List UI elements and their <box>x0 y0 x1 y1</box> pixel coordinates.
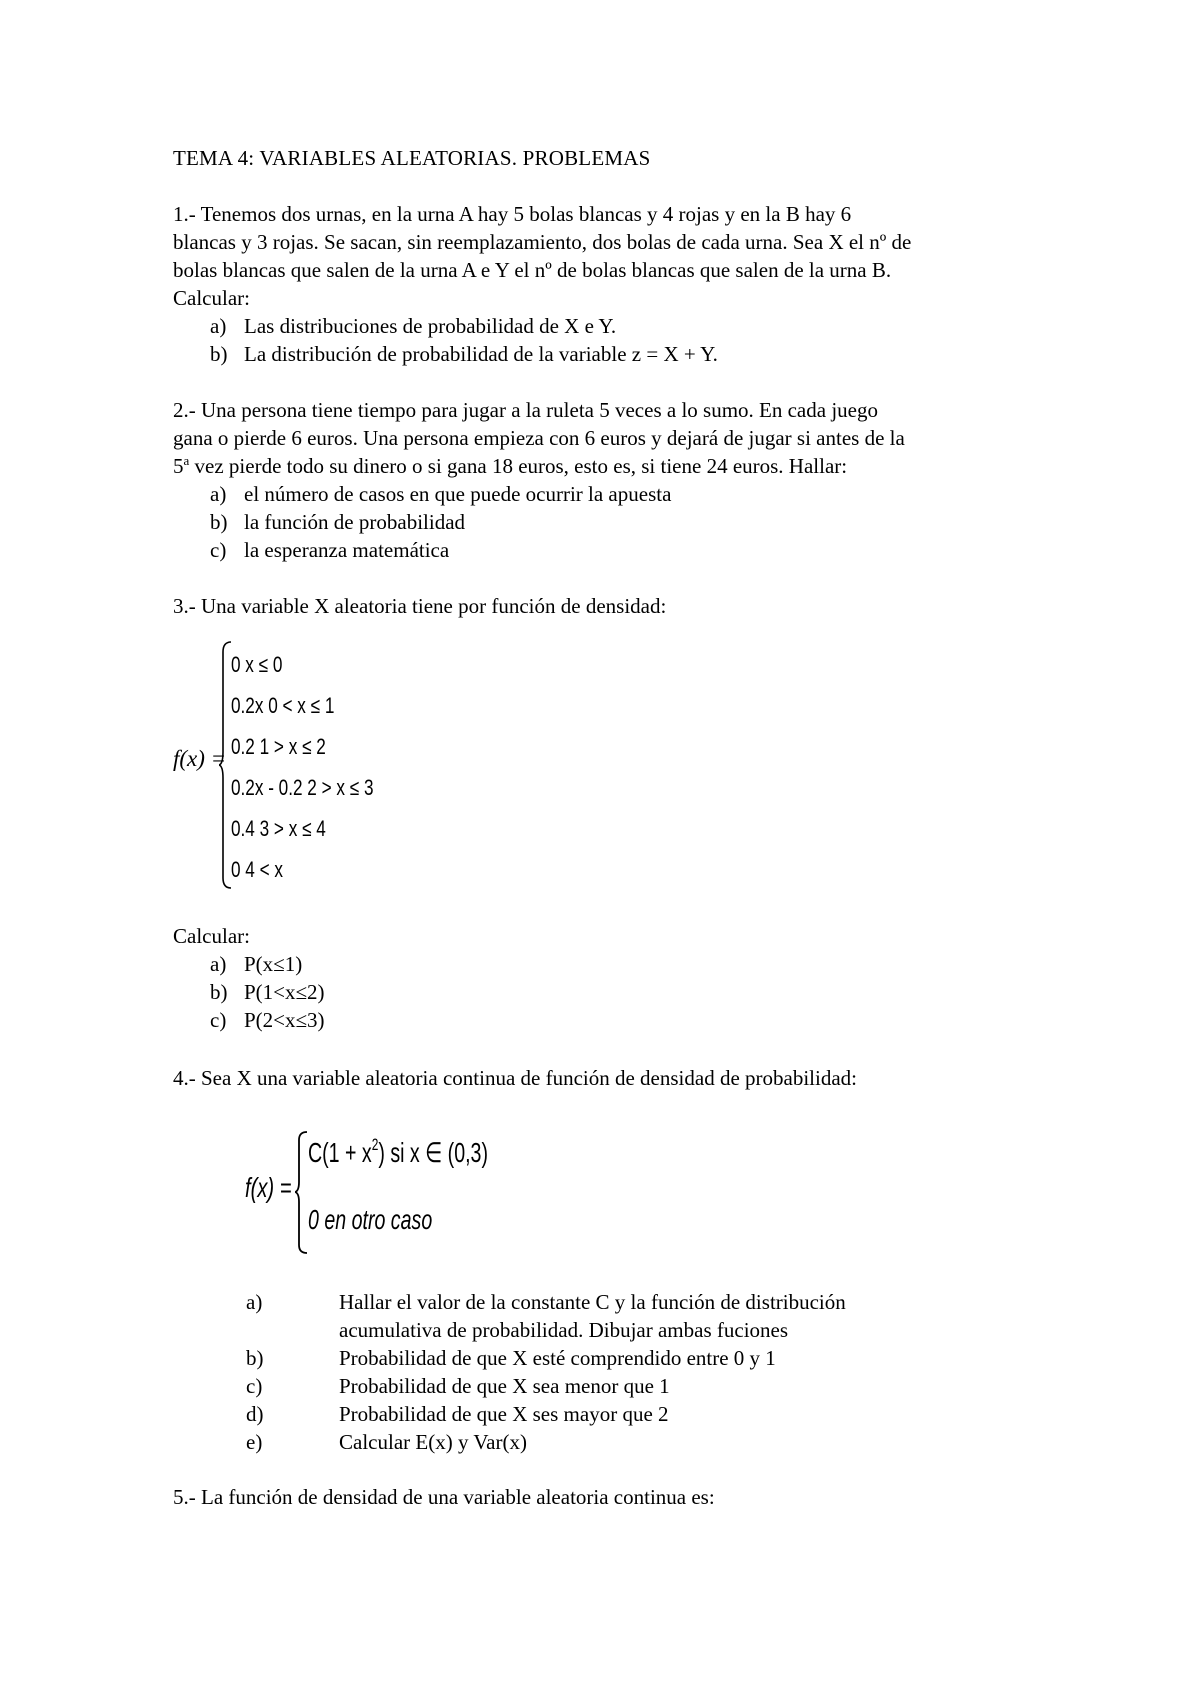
list-item <box>173 1288 1043 1316</box>
problem-3-questions <box>173 922 1043 1034</box>
case-line: 0.4 3 > x ≤ 4 <box>231 816 326 841</box>
item-label: a) <box>246 1290 263 1314</box>
item-text: la función de probabilidad <box>244 510 466 534</box>
problem-1-line: 1.- Tenemos dos urnas, en la urna A hay 5 bolas blancas y 4 rojas y en la B hay 6 <box>173 202 852 226</box>
item-text: Probabilidad de que X esté comprendido entre 0 y 1 <box>339 1346 776 1370</box>
problem-1-line: blancas y 3 rojas. Se sacan, sin reemplazamiento, dos bolas de cada urna. Sea X el nº de <box>173 230 912 254</box>
item-text: Las distribuciones de probabilidad de X e Y. <box>244 314 617 338</box>
item-text: Probabilidad de que X sea menor que 1 <box>339 1374 670 1398</box>
item-label: c) <box>210 538 227 562</box>
exponent: 2 <box>371 1135 379 1154</box>
item-label: a) <box>210 952 227 976</box>
item-label: b) <box>210 342 228 366</box>
item-label: b) <box>210 980 228 1004</box>
item-text: P(x≤1) <box>244 952 303 976</box>
problem-2-line <box>173 452 1043 480</box>
problem-1-line: bolas blancas que salen de la urna A e Y el nº de bolas blancas que salen de la urna B. <box>173 258 892 282</box>
case-line: 0 x ≤ 0 <box>231 652 283 677</box>
page-title: TEMA 4: VARIABLES ALEATORIAS. PROBLEMAS <box>173 146 651 170</box>
item-text: La distribución de probabilidad de la variable z = X + Y. <box>244 342 718 366</box>
item-label: d) <box>246 1402 264 1426</box>
problem-4-line: 4.- Sea X una variable aleatoria continua de función de densidad de probabilidad: <box>173 1066 857 1090</box>
case-text: ) si x ∈ (0,3) <box>378 1137 488 1168</box>
item-text: Calcular E(x) y Var(x) <box>339 1430 527 1454</box>
case-line: 0 4 < x <box>231 857 283 882</box>
problem-4-intro <box>173 1064 1043 1092</box>
problem-5-line: 5.- La función de densidad de una variable aleatoria continua es: <box>173 1485 715 1509</box>
item-text: P(2<x≤3) <box>244 1008 325 1032</box>
item-label: e) <box>246 1430 263 1454</box>
list-item <box>173 480 1043 508</box>
list-item <box>173 950 1043 978</box>
item-label: b) <box>246 1346 264 1370</box>
item-text: Hallar el valor de la constante C y la función de distribución <box>339 1290 846 1314</box>
item-text: Probabilidad de que X ses mayor que 2 <box>339 1402 669 1426</box>
problem-3-line: 3.- Una variable X aleatoria tiene por función de densidad: <box>173 594 667 618</box>
item-label: b) <box>210 510 228 534</box>
problem-2-line: 2.- Una persona tiene tiempo para jugar a la ruleta 5 veces a lo sumo. En cada juego <box>173 398 878 422</box>
list-item <box>173 978 1043 1006</box>
case-line <box>308 1136 488 1169</box>
item-label: c) <box>246 1374 263 1398</box>
case-line: 0 en otro caso <box>308 1204 433 1235</box>
problem-4-questions <box>173 1288 1043 1456</box>
list-item <box>173 312 1043 340</box>
problem-2 <box>173 396 1043 564</box>
case-line: 0.2x - 0.2 2 > x ≤ 3 <box>231 775 374 800</box>
list-item <box>173 508 1043 536</box>
item-text: acumulativa de probabilidad. Dibujar ambas fuciones <box>339 1318 789 1342</box>
function-label: f(x) = <box>245 1172 292 1203</box>
problem-1-line: Calcular: <box>173 286 250 310</box>
item-label: a) <box>210 482 227 506</box>
case-line: 0.2x 0 < x ≤ 1 <box>231 693 335 718</box>
ordinal-number: 5 <box>173 454 184 478</box>
item-label: c) <box>210 1008 227 1032</box>
problem-1 <box>173 200 1043 368</box>
list-item <box>173 1400 1043 1428</box>
function-label: f(x) = <box>173 746 227 771</box>
problem-2-line: gana o pierde 6 euros. Una persona empieza con 6 euros y dejará de jugar si antes de la <box>173 426 905 450</box>
density-equation-1 <box>173 640 473 890</box>
problem-5-intro <box>173 1483 1043 1511</box>
line-text: vez pierde todo su dinero o si gana 18 euros, esto es, si tiene 24 euros. Hallar: <box>189 454 848 478</box>
list-item <box>173 1372 1043 1400</box>
left-brace-icon <box>295 1130 309 1255</box>
list-item <box>173 536 1043 564</box>
calc-label: Calcular: <box>173 924 250 948</box>
problem-3-intro <box>173 592 1043 620</box>
list-item-continuation <box>173 1316 1043 1344</box>
list-item <box>173 1006 1043 1034</box>
item-text: la esperanza matemática <box>244 538 450 562</box>
case-text: C(1 + x <box>308 1137 372 1168</box>
list-item <box>173 1344 1043 1372</box>
density-equation-2 <box>245 1130 545 1260</box>
list-item <box>173 340 1043 368</box>
item-text: P(1<x≤2) <box>244 980 325 1004</box>
ordinal-superscript: a <box>183 453 190 468</box>
item-text: el número de casos en que puede ocurrir la apuesta <box>244 482 672 506</box>
case-line: 0.2 1 > x ≤ 2 <box>231 734 326 759</box>
item-label: a) <box>210 314 227 338</box>
list-item <box>173 1428 1043 1456</box>
